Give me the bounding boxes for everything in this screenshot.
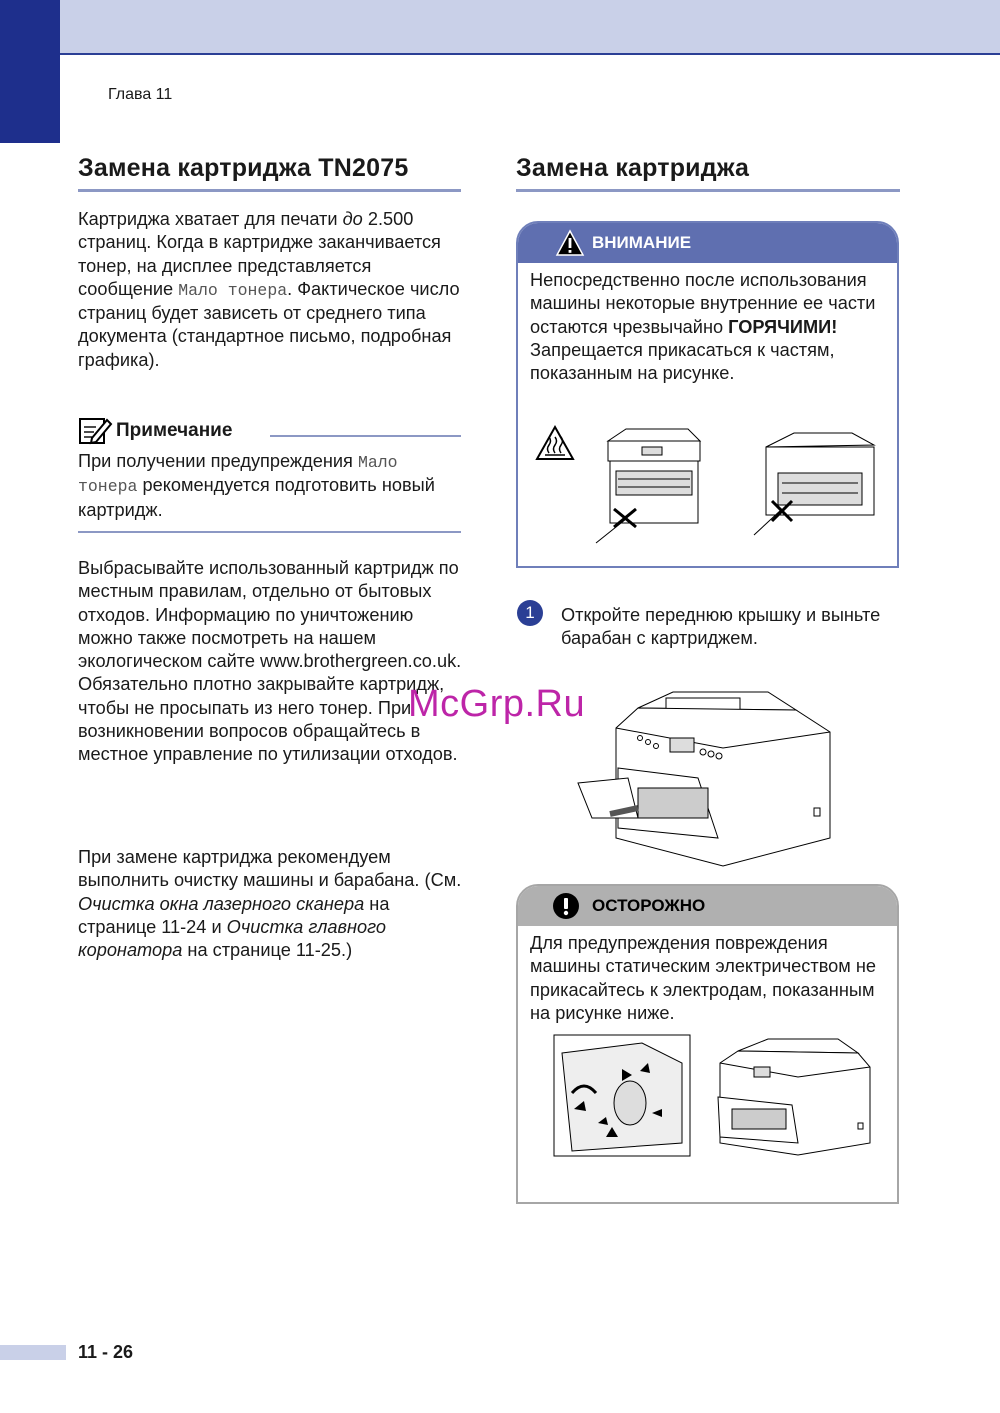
chapter-label: Глава 11: [108, 86, 173, 103]
cleaning-paragraph: [78, 846, 464, 962]
cleaning-text-2: на странице 11-24 и: [78, 893, 390, 937]
caution-exclamation-icon: [552, 892, 580, 920]
warning-text-1: Непосредственно после использования машины некоторые внутренние ее части остаются чрезвычайно: [530, 270, 876, 337]
warning-box: [516, 221, 899, 568]
intro-emphasis: до: [342, 209, 363, 229]
note-lcd-message: Мало тонера: [78, 453, 398, 497]
warning-text-2: Запрещается прикасаться к частям, показанным на рисунке.: [530, 339, 835, 384]
note-bottom-rule: [78, 531, 461, 533]
disposal-paragraph: Выбрасывайте использованный картридж по местным правилам, отдельно от бытовых отходов. Информацию по уничтожению можно также посмотреть на нашем экологическом сайте www.brothergreen.co.uk. Обязательно плотно закрывайте картридж, чтобы не просыпать из него тонер. При возникновении вопросов обращайтесь в местное управление по утилизации отходов.: [78, 558, 462, 765]
right-heading: Замена картриджа: [516, 154, 750, 182]
drum-removal-illustration: [578, 688, 838, 868]
step-number: 1: [517, 600, 543, 626]
note-text: [78, 450, 464, 522]
note-rule: [270, 435, 461, 437]
note-pencil-icon: [78, 416, 112, 446]
lcd-message: Мало тонера: [178, 280, 288, 300]
caution-text: Для предупреждения повреждения машины статическим электричеством не прикасайтесь к электродам, показанным на рисунке ниже.: [530, 933, 876, 1023]
footer-bar: [0, 1345, 66, 1360]
watermark: McGrp.Ru: [408, 683, 586, 725]
left-heading-rule: [78, 189, 461, 192]
intro-text-3: . Фактическое число страниц будет зависеть от среднего типа документа (стандартное письмо, подробная графика).: [78, 278, 460, 370]
note-title: Примечание: [116, 420, 233, 441]
intro-text-2: 2.500 страниц. Когда в картридже заканчивается тонер, на дисплее представляется сообщение: [78, 209, 441, 299]
caution-title: ОСТОРОЖНО: [592, 896, 706, 915]
warning-text: [530, 269, 892, 385]
top-band-line: [60, 53, 1000, 55]
hot-surface-icon: [535, 425, 575, 461]
note-text-2: рекомендуется подготовить новый картридж.: [78, 475, 435, 520]
machine-open-illustration: [708, 1033, 873, 1158]
electrodes-closeup-illustration: [552, 1033, 692, 1158]
warning-triangle-icon: [556, 230, 584, 256]
cleaning-text-1: При замене картриджа рекомендуем выполнить очистку машины и барабана. (См.: [78, 847, 462, 891]
warning-hot-label: ГОРЯЧИМИ!: [728, 316, 838, 337]
intro-paragraph: [78, 208, 464, 372]
hot-parts-back-illustration: [754, 423, 884, 543]
note-text-1: При получении предупреждения: [78, 451, 358, 471]
top-band: [0, 0, 1000, 55]
hot-parts-front-illustration: [596, 423, 716, 543]
caution-header: [518, 886, 897, 926]
note-header: [78, 416, 461, 446]
caution-box: [516, 884, 899, 1204]
cleaning-link-scanner[interactable]: Очистка окна лазерного сканера: [78, 893, 365, 914]
right-heading-rule: [516, 189, 900, 192]
warning-title: ВНИМАНИЕ: [592, 233, 692, 252]
left-heading: Замена картриджа TN2075: [78, 154, 409, 182]
chapter-tab: [0, 0, 60, 143]
cleaning-text-3: на странице 11-25.): [182, 940, 353, 961]
warning-header: [518, 223, 897, 263]
cleaning-link-corona[interactable]: Очистка главного коронатора: [78, 916, 386, 961]
page-number: 11 - 26: [78, 1342, 134, 1362]
step-text: Откройте переднюю крышку и выньте барабан с картриджем.: [561, 605, 881, 649]
intro-text-1: Картриджа хватает для печати: [78, 209, 343, 229]
